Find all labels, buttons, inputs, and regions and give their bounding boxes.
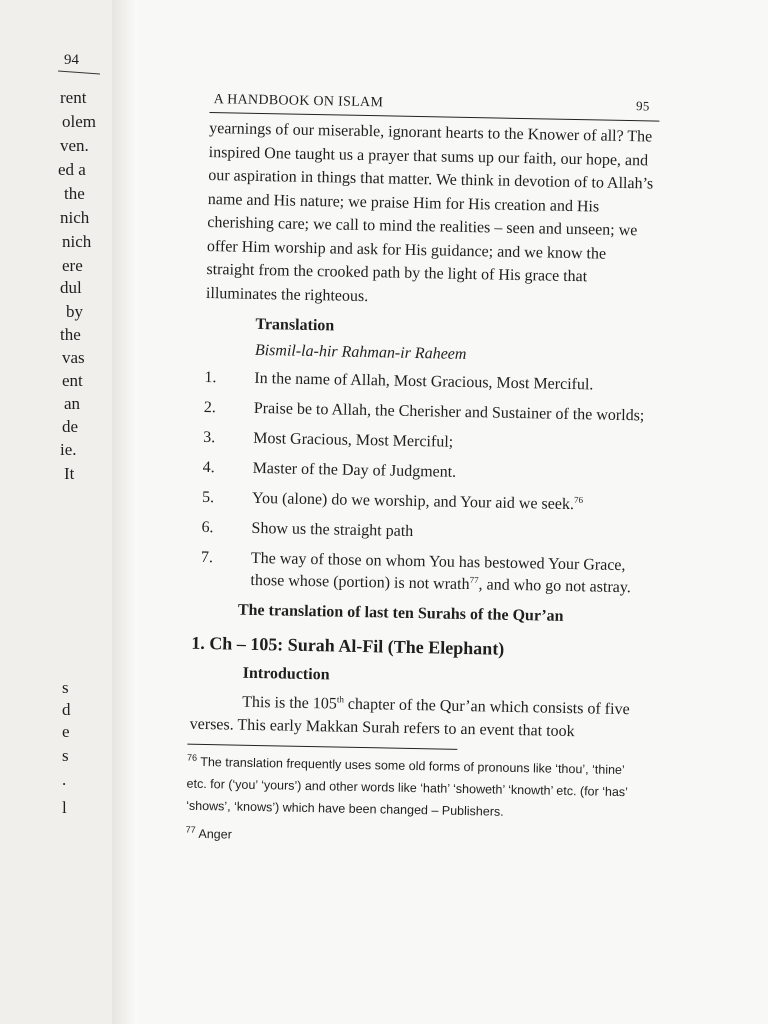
- translation-heading: Translation: [255, 315, 335, 335]
- verse-text: [250, 548, 651, 600]
- introduction-heading: Introduction: [242, 664, 330, 684]
- verse-number: 3.: [203, 428, 216, 447]
- verse-text: Most Gracious, Most Merciful;: [253, 429, 454, 451]
- intro-text-start: This is the 105: [242, 693, 337, 713]
- verse-number: 6.: [201, 518, 214, 537]
- verse-list: [200, 367, 654, 600]
- left-page-text-fragment: nich: [60, 208, 90, 227]
- verse-item: [202, 457, 652, 488]
- left-page-text-fragment: ent: [62, 371, 83, 390]
- footnote-text: The translation frequently uses some old forms of pronouns like ‘thou’, ‘thine’ etc. for (‘you’ ‘yours’) and other words like ‘hath’ ‘showeth’ ‘knowth’ etc. (for ‘has’ ‘shows’, ‘knows’) which have been changed – Publishers.: [186, 754, 628, 819]
- left-page-text-fragment: s: [62, 678, 69, 697]
- verse-number: 1.: [204, 368, 217, 387]
- verse-text-body: You (alone) do we worship, and Your aid we seek.: [251, 489, 575, 514]
- intro-text-rest: chapter of the Qur’an which consists of five verses. This early Makkan Surah refers to an event that took: [189, 695, 630, 741]
- verse-item: [201, 517, 651, 548]
- section-heading: The translation of last ten Surahs of the Qur’an: [237, 601, 564, 625]
- verse-text: Show us the straight path: [251, 519, 414, 540]
- left-page-text-fragment: dul: [60, 278, 82, 297]
- verse-item: [200, 547, 651, 600]
- verse-text: In the name of Allah, Most Gracious, Most Merciful.: [254, 369, 594, 394]
- verse-item: [204, 397, 654, 428]
- footnote-text: Anger: [198, 826, 232, 842]
- left-page-text-fragment: ed a: [58, 160, 86, 179]
- left-header-rule: [58, 71, 100, 75]
- verse-text-body: The way of those on whom You has bestowed Your Grace, those whose (portion) is not wrath: [250, 549, 626, 594]
- footnote-rule: [187, 744, 457, 750]
- verse-item: [203, 427, 653, 458]
- verse-text-tail: , and who go not astray.: [478, 576, 631, 597]
- footnote-ref: 76: [573, 494, 584, 505]
- left-page-text-fragment: s: [62, 746, 69, 765]
- book-gutter: [112, 0, 138, 1024]
- left-page-text-fragment: the: [60, 325, 81, 344]
- left-page-text-fragment: olem: [62, 112, 96, 131]
- ordinal-suffix: th: [336, 694, 345, 705]
- verse-text: Master of the Day of Judgment.: [252, 459, 457, 481]
- introduction-paragraph: [190, 690, 649, 745]
- left-page-text-fragment: It: [64, 464, 75, 483]
- page-content: [185, 86, 659, 853]
- footnote-mark: 77: [185, 824, 196, 835]
- left-page-text-fragment: ven.: [60, 136, 89, 155]
- left-page: [0, 0, 118, 1024]
- verse-item: [204, 367, 654, 398]
- surah-heading: 1. Ch – 105: Surah Al-Fil (The Elephant): [191, 632, 505, 659]
- left-page-text-fragment: .: [62, 770, 67, 789]
- verse-text: [252, 488, 652, 518]
- left-page-text-fragment: rent: [60, 88, 87, 107]
- footnote: [186, 751, 647, 826]
- left-page-text-fragment: the: [64, 184, 85, 203]
- verse-number: 4.: [202, 458, 215, 477]
- left-page-text-fragment: e: [62, 722, 70, 741]
- left-page-text-fragment: l: [62, 798, 67, 817]
- left-page-text-fragment: an: [64, 394, 81, 413]
- running-header-title: A HANDBOOK ON ISLAM: [213, 92, 384, 111]
- left-page-number: 94: [64, 52, 79, 68]
- verse-item: [202, 487, 652, 518]
- footnote-ref: 77: [469, 574, 479, 585]
- footnote-mark: 76: [187, 752, 198, 763]
- verse-number: 7.: [200, 548, 214, 567]
- bismillah-line: Bismil-la-hir Rahman-ir Raheem: [254, 341, 467, 363]
- left-page-text-fragment: by: [66, 302, 83, 321]
- left-page-text-fragment: vas: [62, 348, 85, 367]
- left-page-text-fragment: de: [62, 417, 79, 436]
- left-page-text-fragment: d: [62, 700, 71, 719]
- verse-number: 5.: [201, 488, 215, 507]
- page-number: 95: [635, 98, 650, 114]
- left-page-text-fragment: nich: [62, 232, 92, 251]
- left-page-text-fragment: ie.: [60, 440, 77, 459]
- body-paragraph: yearnings of our miserable, ignorant hearts to the Knower of all? The inspired One taught us a prayer that sums up our faith, our hope, and our aspiration in things that matter. We think in devotion of to Allah’s name and His nature; we praise Him for His creation and His cherishing care; we call to mind the realities – seen and unseen; we offer Him worship and ask for His guidance; and we know the straight from the crooked path by the light of His grace that illuminates the righteous.: [205, 119, 654, 305]
- verse-number: 2.: [203, 398, 216, 417]
- left-page-text-fragment: ere: [62, 256, 83, 275]
- verse-text: Praise be to Allah, the Cherisher and Sustainer of the worlds;: [253, 399, 645, 425]
